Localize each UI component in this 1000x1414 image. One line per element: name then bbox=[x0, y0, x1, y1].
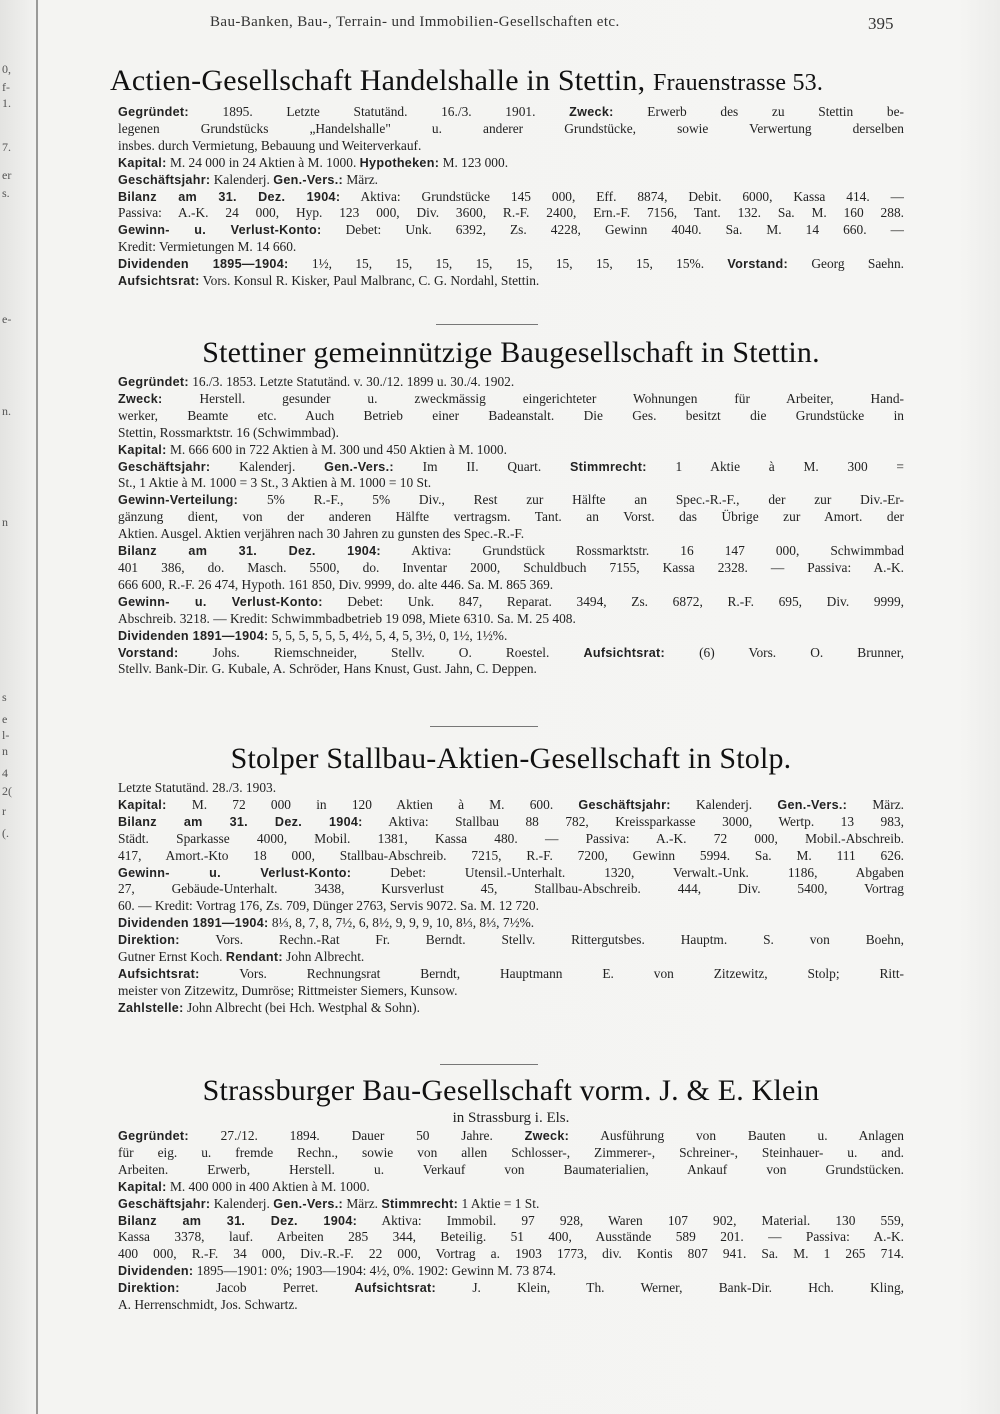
entry-line: Gewinn- u. Verlust-Konto: Debet: Unk. 847, Reparat. 3494, Zs. 6872, R.-F. 695, Div. 9999, bbox=[118, 593, 904, 609]
entry-line: Gewinn-Verteilung: 5% R.-F., 5% Div., Rest zur Hälfte an Spec.-R.-F., der zur Div.-Er- bbox=[118, 492, 904, 508]
entry-line: für eig. u. fremde Rechn., sowie von allen Schlosser-, Zimmerer-, Schreiner-, Steinhauer- u. and. bbox=[118, 1144, 904, 1160]
entry-line: 27, Gebäude-Unterhalt. 3438, Kursverlust 45, Stallbau-Abschreib. 444, Div. 5400, Vortrag bbox=[118, 881, 904, 897]
entry-line: Abschreib. 3218. — Kredit: Schwimmbadbetrieb 19 098, Miete 6310. Sa. M. 25 408. bbox=[118, 610, 576, 626]
entry-line: Dividenden: 1895—1901: 0%; 1903—1904: 4½, 0%. 1902: Gewinn M. 73 874. bbox=[118, 1263, 557, 1279]
entry-line: St., 1 Aktie à M. 1000 = 3 St., 3 Aktien à M. 1000 = 10 St. bbox=[118, 475, 432, 491]
entry-line: Kassa 3378, lauf. Arbeiten 285 344, Beteilig. 51 400, Ausstände 589 201. — Passiva: A.-K. bbox=[118, 1229, 904, 1245]
entry-title: Stettiner gemeinnützige Baugesellschaft in Stettin. bbox=[202, 336, 820, 369]
margin-fragment: s bbox=[2, 690, 7, 704]
entry-line: Aufsichtsrat: Vors. Rechnungsrat Berndt, Hauptmann E. von Zitzewitz, Stolp; Ritt- bbox=[118, 965, 904, 981]
entry-line: Kapital: M. 24 000 in 24 Aktien à M. 1000. Hypotheken: M. 123 000. bbox=[118, 154, 509, 170]
margin-fragment: l- bbox=[2, 728, 10, 742]
entry-line: Stettin, Rossmarktstr. 16 (Schwimmbad). bbox=[118, 424, 339, 440]
entry-line: Direktion: Jacob Perret. Aufsichtsrat: J. Klein, Th. Werner, Bank-Dir. Hch. Kling, bbox=[118, 1280, 904, 1296]
entry-line: Kapital: M. 400 000 in 400 Aktien à M. 1000. bbox=[118, 1178, 370, 1194]
entry-line: Letzte Statutänd. 28./3. 1903. bbox=[118, 780, 277, 795]
entry-line: Aufsichtsrat: Vors. Konsul R. Kisker, Paul Malbranc, C. G. Nordahl, Stettin. bbox=[118, 273, 540, 289]
margin-fragment: 2( bbox=[2, 784, 12, 798]
entry-stolper-stallbau bbox=[118, 742, 904, 1017]
entry-line: insbes. durch Vermietung, Bebauung und Weiterverkauf. bbox=[118, 137, 422, 153]
page-number: 395 bbox=[868, 14, 894, 33]
margin-fragment: e- bbox=[2, 312, 12, 326]
entry-line: Dividenden 1891—1904: 5, 5, 5, 5, 5, 5, 4½, 5, 4, 5, 3½, 0, 1½, 1½%. bbox=[118, 627, 508, 643]
entry-line: 417, Amort.-Kto 18 000, Stallbau-Abschreib. 7215, R.-F. 7200, Gewinn 5994. Sa. M. 111 626. bbox=[118, 847, 904, 863]
margin-fragment: e bbox=[2, 712, 8, 726]
entry-line: Gegründet: 1895. Letzte Statutänd. 16./3. 1901. Zweck: Erwerb des zu Stettin be- bbox=[118, 104, 904, 119]
entry-line: Dividenden 1891—1904: 8⅓, 8, 7, 8, 7½, 6, 8½, 9, 9, 9, 10, 8⅓, 8⅓, 7½%. bbox=[118, 915, 535, 931]
entry-strassburger-bau bbox=[118, 1074, 904, 1314]
entry-line: gänzung dient, von der anderen Hälfte vertragsm. Tant. an Vorst. das Übrige zur Amort. der bbox=[118, 509, 904, 525]
margin-fragment: (. bbox=[2, 826, 9, 840]
entry-title: Stolper Stallbau-Aktien-Gesellschaft in Stolp. bbox=[230, 742, 792, 775]
entry-title-main: Actien-Gesellschaft Handelshalle in Stettin, bbox=[110, 64, 646, 97]
entry-line: meister von Zitzewitz, Dumröse; Rittmeister Siemers, Kunsow. bbox=[118, 982, 458, 998]
separator-rule bbox=[430, 726, 538, 727]
margin-fragment: r bbox=[2, 804, 6, 818]
entry-line: Arbeiten. Erwerb, Herstell. u. Verkauf von Baumaterialien, Ankauf von Grundstücken. bbox=[118, 1161, 904, 1177]
entry-line: Gewinn- u. Verlust-Konto: Debet: Utensil.-Unterhalt. 1320, Verwalt.-Unk. 1186, Abgaben bbox=[118, 864, 904, 880]
entry-line: Bilanz am 31. Dez. 1904: Aktiva: Grundstücke 145 000, Eff. 8874, Debit. 6000, Kassa 414. — bbox=[118, 188, 904, 204]
entry-line: Kredit: Vermietungen M. 14 660. bbox=[118, 239, 297, 255]
entry-line: Geschäftsjahr: Kalenderj. Gen.-Vers.: Im II. Quart. Stimmrecht: 1 Aktie à M. 300 = bbox=[118, 458, 904, 474]
entry-line: Städt. Sparkasse 4000, Mobil. 1381, Kassa 480. — Passiva: A.-K. 72 000, Mobil.-Abschreib. bbox=[118, 830, 904, 846]
entry-line: Geschäftsjahr: Kalenderj. Gen.-Vers.: März. Stimmrecht: 1 Aktie = 1 St. bbox=[118, 1195, 540, 1211]
entry-line: 400 000, R.-F. 34 000, Div.-R.-F. 22 000, Vortrag a. 1903 1773, div. Kontis 807 941. Sa. M. 1 265 714. bbox=[118, 1246, 904, 1262]
entry-line: Kapital: M. 72 000 in 120 Aktien à M. 600. Geschäftsjahr: Kalenderj. Gen.-Vers.: März. bbox=[118, 796, 904, 812]
entry-line: Zweck: Herstell. gesunder u. zweckmässig eingerichteter Wohnungen für Arbeiter, Hand- bbox=[118, 390, 904, 406]
entry-line: 60. — Kredit: Vortrag 176, Zs. 709, Dünger 2763, Servis 9072. Sa. M. 12 720. bbox=[118, 898, 539, 914]
entry-line: Bilanz am 31. Dez. 1904: Aktiva: Immobil. 97 928, Waren 107 902, Material. 130 559, bbox=[118, 1212, 904, 1228]
margin-fragment: n bbox=[2, 515, 8, 529]
running-head: Bau-Banken, Bau-, Terrain- und Immobilien-Gesellschaften etc. bbox=[210, 14, 620, 30]
margin-fragment: s. bbox=[2, 186, 10, 200]
margin-fragment: 0, bbox=[2, 62, 11, 76]
entry-line: Kapital: M. 666 600 in 722 Aktien à M. 300 und 450 Aktien à M. 1000. bbox=[118, 441, 507, 457]
margin-fragment: n bbox=[2, 744, 8, 758]
entry-line: Bilanz am 31. Dez. 1904: Aktiva: Grundstück Rossmarktstr. 16 147 000, Schwimmbad bbox=[118, 543, 904, 559]
entry-line: Gegründet: 16./3. 1853. Letzte Statutänd. v. 30./12. 1899 u. 30./4. 1902. bbox=[118, 374, 515, 389]
margin-fragment: n. bbox=[2, 404, 11, 418]
entry-line: werker, Beamte etc. Auch Betrieb einer Badeanstalt. Die Ges. besitzt die Grundstücke in bbox=[118, 407, 904, 423]
page-gutter-shadow bbox=[36, 0, 38, 1414]
entry-line: Aktien. Ausgel. Aktien verjähren nach 30 Jahren zu gunsten des Spec.-R.-F. bbox=[118, 526, 525, 542]
entry-line: 401 386, do. Masch. 5500, do. Inventar 2000, Schuldbuch 7155, Kassa 2328. — Passiva: A.-K. bbox=[118, 559, 904, 575]
entry-title-address: Frauenstrasse 53. bbox=[653, 70, 824, 96]
margin-fragment: er bbox=[2, 168, 12, 182]
entry-subtitle: in Strassburg i. Els. bbox=[452, 1110, 570, 1126]
entry-line: Vorstand: Johs. Riemschneider, Stellv. O. Roestel. Aufsichtsrat: (6) Vors. O. Brunner, bbox=[118, 644, 904, 660]
margin-fragment: 7. bbox=[2, 140, 11, 154]
entry-stettiner-baugesellschaft bbox=[118, 336, 904, 678]
entry-line: Passiva: A.-K. 24 000, Hyp. 123 000, Div. 3600, R.-F. 2400, Ern.-F. 7156, Tant. 132. Sa. M. 160 288. bbox=[118, 205, 904, 221]
margin-fragment: 4 bbox=[2, 766, 8, 780]
margin-fragment: f- bbox=[2, 80, 10, 94]
entry-line: Bilanz am 31. Dez. 1904: Aktiva: Stallbau 88 782, Kreissparkasse 3000, Wertp. 13 983, bbox=[118, 813, 904, 829]
entry-line: legenen Grundstücks „Handelshalle" u. anderer Grundstücke, sowie Verwertung derselben bbox=[118, 120, 904, 136]
separator-rule bbox=[440, 1064, 538, 1065]
entry-title bbox=[110, 64, 904, 100]
entry-line: Geschäftsjahr: Kalenderj. Gen.-Vers.: März. bbox=[118, 171, 378, 187]
entry-line: Direktion: Vors. Rechn.-Rat Fr. Berndt. Stellv. Rittergutsbes. Hauptm. S. von Boehn, bbox=[118, 932, 904, 948]
margin-fragment: 1. bbox=[2, 96, 11, 110]
entry-line: Gewinn- u. Verlust-Konto: Debet: Unk. 6392, Zs. 4228, Gewinn 4040. Sa. M. 14 660. — bbox=[118, 222, 904, 238]
entry-handelshalle-stettin bbox=[110, 64, 904, 290]
separator-rule bbox=[436, 324, 538, 325]
entry-line: Gegründet: 27./12. 1894. Dauer 50 Jahre. Zweck: Ausführung von Bauten u. Anlagen bbox=[118, 1128, 904, 1143]
entry-line: Dividenden 1895—1904: 1½, 15, 15, 15, 15, 15, 15, 15, 15, 15%. Vorstand: Georg Saehn. bbox=[118, 256, 904, 272]
entry-line: A. Herrenschmidt, Jos. Schwartz. bbox=[118, 1297, 298, 1313]
entry-line: Gutner Ernst Koch. Rendant: John Albrecht. bbox=[118, 949, 365, 965]
entry-line: 666 600, R.-F. 26 474, Hypoth. 161 850, Div. 9999, do. alte 446. Sa. M. 865 369. bbox=[118, 576, 554, 592]
entry-title: Strassburger Bau-Gesellschaft vorm. J. & E. Klein bbox=[202, 1074, 820, 1107]
entry-line: Stellv. Bank-Dir. G. Kubale, A. Schröder, Hans Knust, Gust. Jahn, C. Deppen. bbox=[118, 661, 537, 677]
entry-line: Zahlstelle: John Albrecht (bei Hch. Westphal & Sohn). bbox=[118, 999, 420, 1015]
